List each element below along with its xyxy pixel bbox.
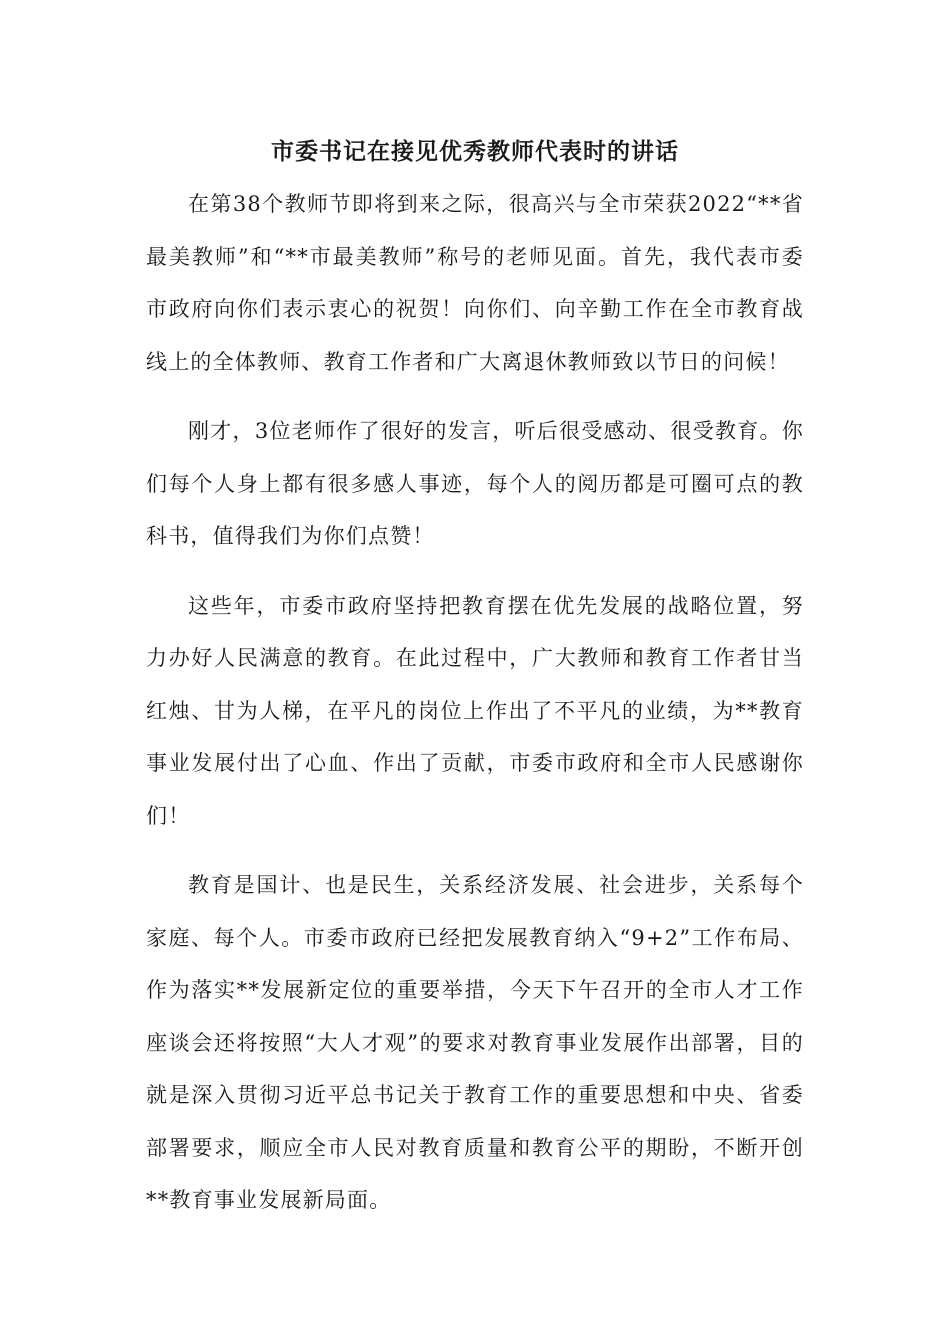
paragraph-3: 这些年，市委市政府坚持把教育摆在优先发展的战略位置，努力办好人民满意的教育。在此过程中，广大教师和教育工作者甘当红烛、甘为人梯，在平凡的岗位上作出了不平凡的业绩，为**教育事业发展付出了心血、作出了贡献，市委市政府和全市人民感谢你们！ <box>146 593 804 828</box>
paragraph-1: 在第38个教师节即将到来之际，很高兴与全市荣获2022“**省最美教师”和“**市最美教师”称号的老师见面。首先，我代表市委市政府向你们表示衷心的祝贺！向你们、向辛勤工作在全市教育战线上的全体教师、教育工作者和广大离退休教师致以节日的问候！ <box>146 192 804 374</box>
paragraph-4: 教育是国计、也是民生，关系经济发展、社会进步，关系每个家庭、每个人。市委市政府已经把发展教育纳入“9+2”工作布局、作为落实**发展新定位的重要举措，今天下午召开的全市人才工作座谈会还将按照“大人才观”的要求对教育事业发展作出部署，目的就是深入贯彻习近平总书记关于教育工作的重要思想和中央、省委部署要求，顺应全市人民对教育质量和教育公平的期盼，不断开创**教育事业发展新局面。 <box>146 873 804 1212</box>
document-body <box>146 178 804 1244</box>
document-title: 市委书记在接见优秀教师代表时的讲话 <box>271 138 679 165</box>
paragraph-2: 刚才，3位老师作了很好的发言，听后很受感动、很受教育。你们每个人身上都有很多感人事迹，每个人的阅历都是可圈可点的教科书，值得我们为你们点赞！ <box>146 419 804 548</box>
